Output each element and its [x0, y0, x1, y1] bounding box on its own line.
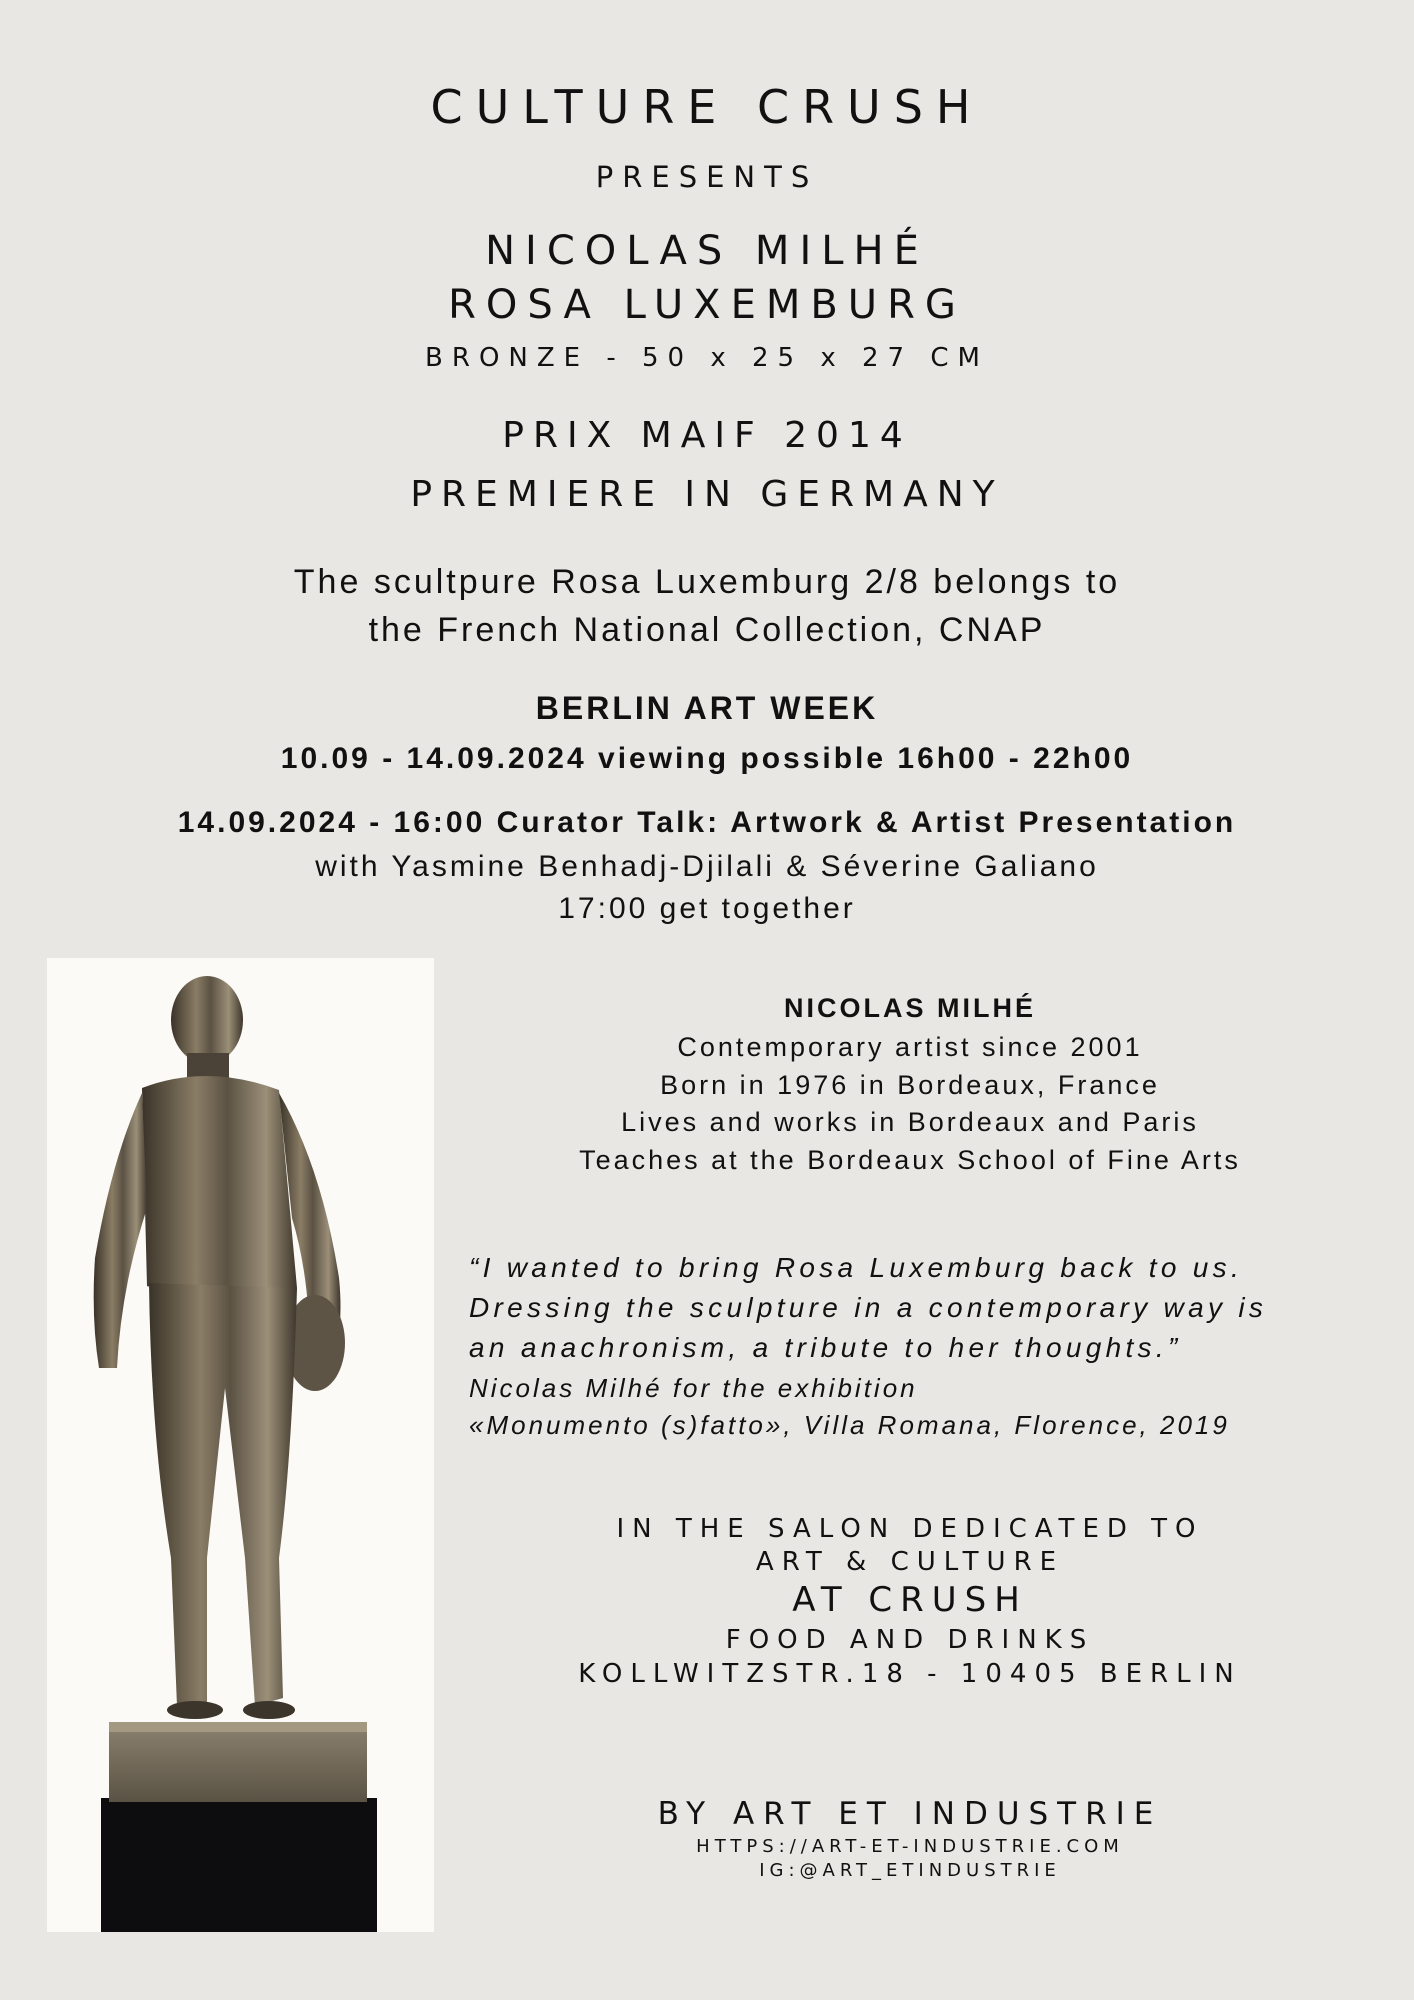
quote-line: “I wanted to bring Rosa Luxemburg back to us.	[469, 1252, 1244, 1283]
premiere-label: PREMIERE IN GERMANY	[410, 474, 1004, 515]
venue-line-2: ART & CULTURE	[755, 1547, 1065, 1577]
organizer-url[interactable]: HTTPS://ART-ET-INDUSTRIE.COM	[696, 1836, 1124, 1857]
curator-talk: 14.09.2024 - 16:00 Curator Talk: Artwork & Artist Presentation	[177, 806, 1237, 839]
poster-title: CULTURE CRUSH	[430, 80, 984, 134]
artwork-dimensions: BRONZE - 50 x 25 x 27 CM	[425, 343, 989, 373]
quote-source: Nicolas Milhé for the exhibition	[469, 1373, 918, 1403]
collection-line-2: the French National Collection, CNAP	[368, 611, 1046, 649]
sculpture-photo	[47, 958, 434, 1932]
get-together: 17:00 get together	[558, 892, 856, 925]
artwork-title: ROSA LUXEMBURG	[448, 282, 966, 328]
event-name: BERLIN ART WEEK	[535, 690, 879, 726]
collection-line-1: The scultpure Rosa Luxemburg 2/8 belongs to	[293, 563, 1121, 601]
organizer: BY ART ET INDUSTRIE	[657, 1796, 1163, 1832]
curator-names: with Yasmine Benhadj-Djilali & Séverine Galiano	[315, 850, 1099, 883]
venue-name: AT CRUSH	[792, 1580, 1028, 1620]
collection-note	[0, 558, 1414, 654]
bio-line: Contemporary artist since 2001	[677, 1032, 1143, 1062]
bio-line: Born in 1976 in Bordeaux, France	[660, 1070, 1160, 1100]
artist-name: NICOLAS MILHÉ	[485, 228, 929, 274]
quote-source: «Monumento (s)fatto», Villa Romana, Florence, 2019	[469, 1410, 1230, 1440]
prize-label: PRIX MAIF 2014	[502, 415, 912, 456]
viewing-hours: 10.09 - 14.09.2024 viewing possible 16h00 - 22h00	[280, 742, 1134, 775]
bio-artist-name: NICOLAS MILHÉ	[784, 993, 1036, 1023]
bio-line: Lives and works in Bordeaux and Paris	[621, 1107, 1199, 1137]
presents-label: PRESENTS	[595, 160, 819, 194]
venue-address: KOLLWITZSTR.18 - 10405 BERLIN	[578, 1659, 1242, 1689]
organizer-instagram[interactable]: IG:@ART_ETINDUSTRIE	[759, 1860, 1061, 1881]
quote-line: Dressing the sculpture in a contemporary way is	[469, 1292, 1268, 1323]
quote-line: an anachronism, a tribute to her thoughts.”	[469, 1332, 1182, 1363]
rosa-luxemburg-sculpture-image	[47, 958, 434, 1932]
venue-line-4: FOOD AND DRINKS	[725, 1625, 1095, 1655]
bio-line: Teaches at the Bordeaux School of Fine Arts	[579, 1145, 1241, 1175]
venue-line-1: IN THE SALON DEDICATED TO	[616, 1514, 1204, 1544]
